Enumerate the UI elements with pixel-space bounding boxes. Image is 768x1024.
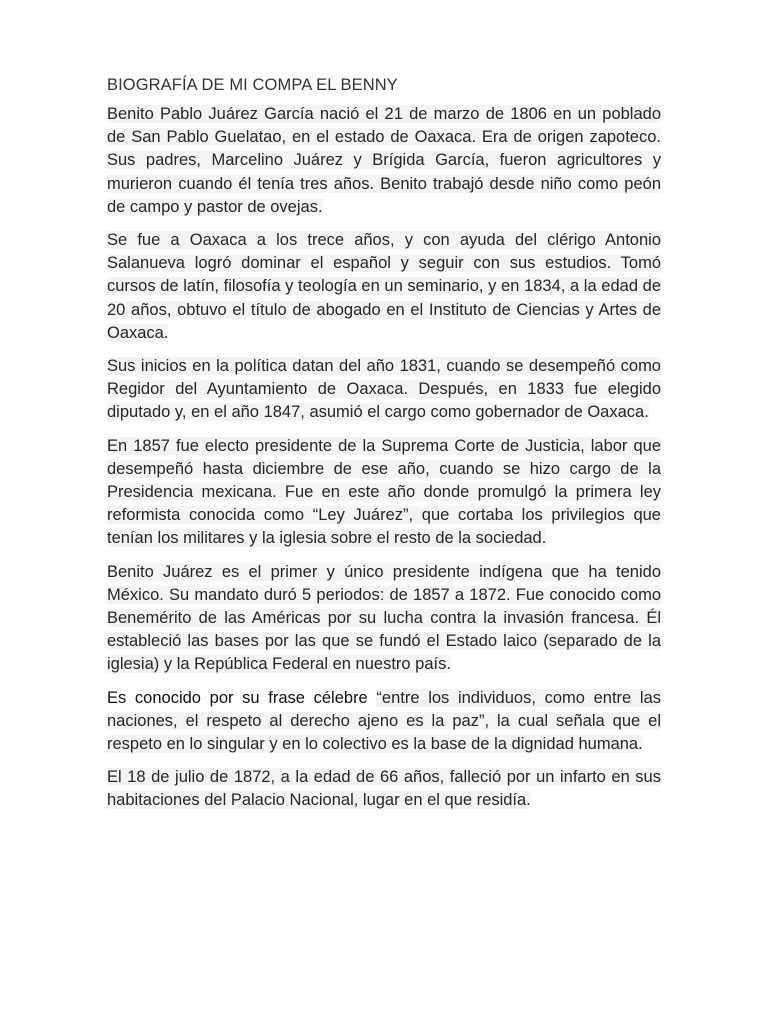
- document-title: BIOGRAFÍA DE MI COMPA EL BENNY: [107, 76, 398, 94]
- paragraph-legacy: [107, 561, 661, 677]
- paragraph-politics: [107, 355, 661, 425]
- paragraph-text: Benito Pablo Juárez García nació el 21 de marzo de 1806 en un poblado de San Pablo Guelatao, en el estado de Oaxaca. Era de origen zapoteco. Sus padres, Marcelino Juárez y Brígida García, fueron agricultores y murieron cuando él tenía tres años. Benito trabajó desde niño como peón de campo y pastor de ovejas.: [107, 105, 661, 216]
- paragraph-text: En 1857 fue electo presidente de la Suprema Corte de Justicia, labor que desempeñó hasta diciembre de ese año, cuando se hizo cargo de la Presidencia mexicana. Fue en este año donde promulgó la primera ley reformista conocida como “Ley Juárez”, que cortaba los privilegios que tenían los militares y la iglesia sobre el resto de la sociedad.: [107, 436, 661, 548]
- document-page: [107, 74, 661, 823]
- paragraph-famous-quote: [107, 687, 661, 757]
- paragraph-text: Se fue a Oaxaca a los trece años, y con ayuda del clérigo Antonio Salanueva logró dominar el español y seguir con sus estudios. Tomó cursos de latín, filosofía y teología en un seminario, y en 1834, a la edad de 20 años, obtuvo el título de abogado en el Instituto de Ciencias y Artes de Oaxaca.: [107, 231, 661, 342]
- paragraph-presidency: [107, 435, 661, 551]
- paragraph-text: Sus inicios en la política datan del año 1831, cuando se desempeñó como Regidor del Ayuntamiento de Oaxaca. Después, en 1833 fue elegido diputado y, en el año 1847, asumió el cargo como gobernador de Oaxaca.: [107, 357, 661, 422]
- paragraph-text: El 18 de julio de 1872, a la edad de 66 años, falleció por un infarto en sus habitaciones del Palacio Nacional, lugar en el que residía.: [107, 768, 661, 810]
- paragraph-lead: Es conocido por su frase célebre: [107, 688, 377, 707]
- paragraph-text: “entre los individuos, como entre las naciones, el respeto al derecho ajeno es la paz”, la cual señala que el respeto en lo singular y en lo colectivo es la base de la dignidad humana.: [107, 688, 661, 754]
- paragraph-text: Benito Juárez es el primer y único presidente indígena que ha tenido México. Su mandato duró 5 periodos: de 1857 a 1872. Fue conocido como Benemérito de las Américas por su lucha contra la invasión francesa. Él estableció las bases por las que se fundó el Estado laico (separado de la iglesia) y la República Federal en nuestro país.: [107, 562, 661, 674]
- paragraph-education: [107, 229, 661, 345]
- paragraph-death: [107, 766, 661, 812]
- paragraph-birth: [107, 103, 661, 219]
